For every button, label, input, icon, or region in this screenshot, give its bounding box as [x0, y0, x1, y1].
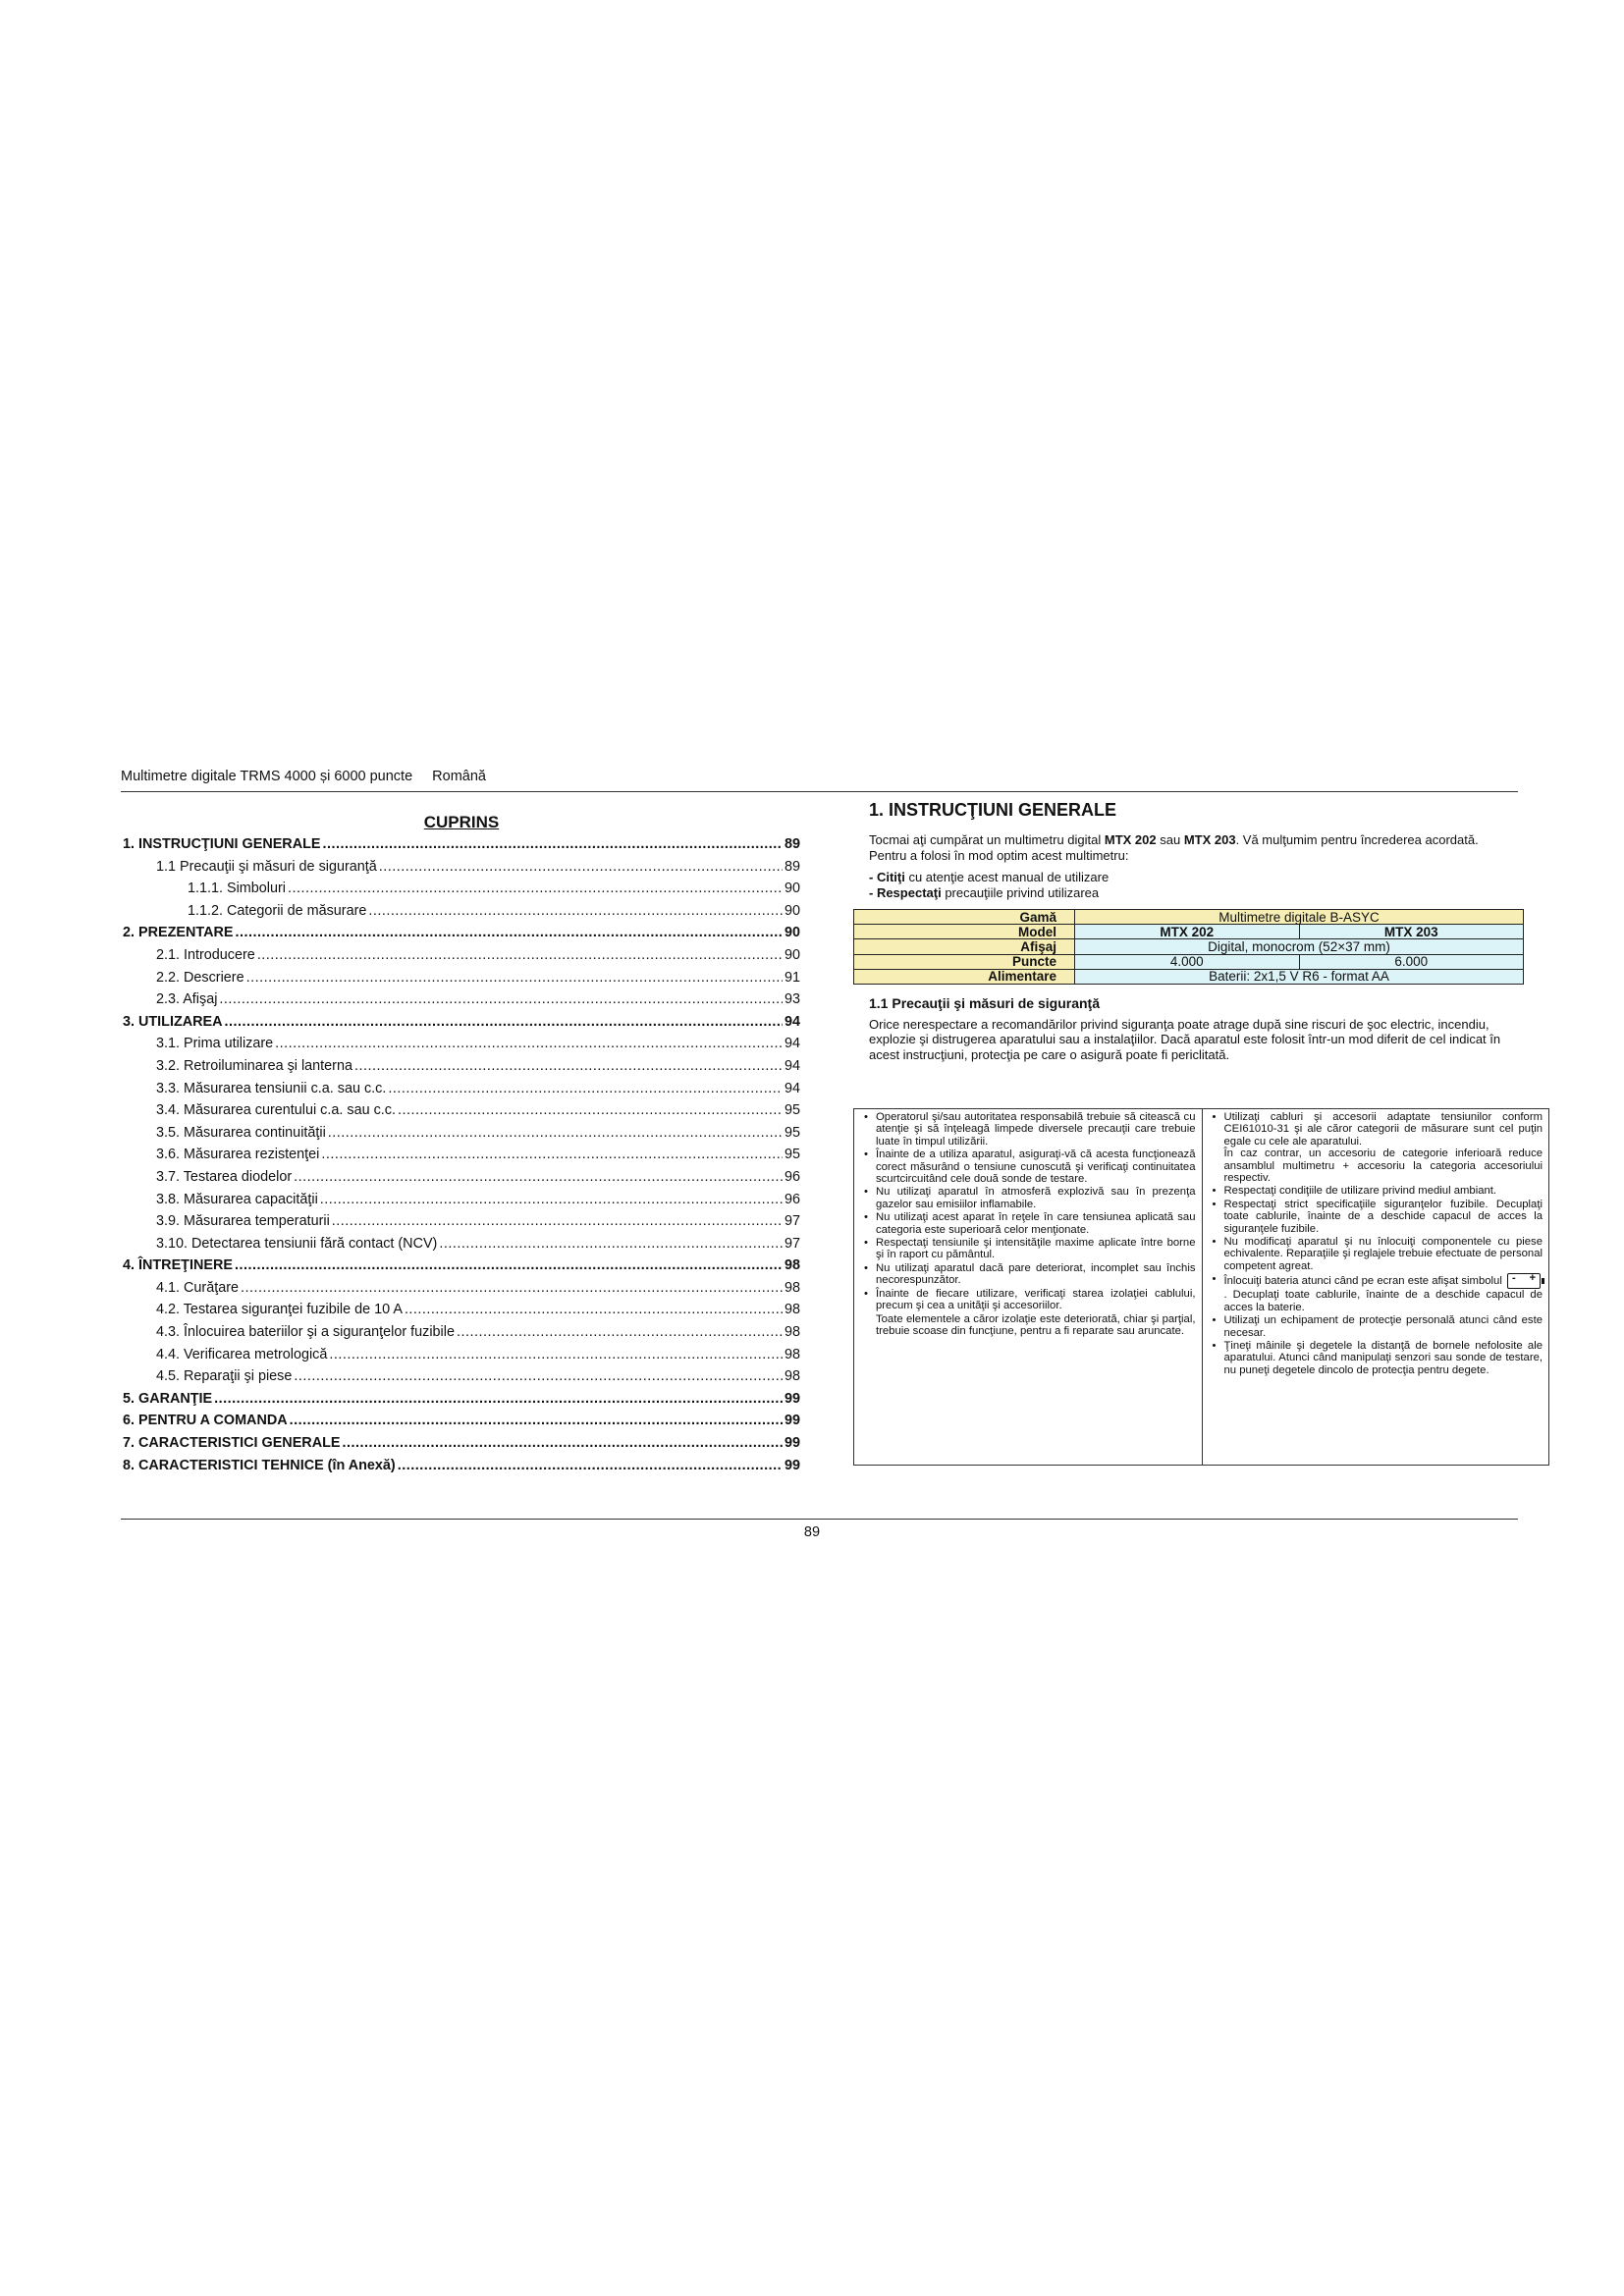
toc-entry[interactable]: [123, 970, 800, 992]
spec-label: Model: [854, 925, 1075, 939]
toc-entry-page: 96: [784, 1168, 800, 1185]
list-item: • Respectaţi strict specificaţiile siguranţelor fuzibile. Decuplaţi toate cablurile, înainte de a deschide capacul de acces la siguranţele fuzibile.: [1209, 1199, 1543, 1235]
toc-dot-leader: [294, 1368, 783, 1384]
toc-entry[interactable]: [123, 1169, 800, 1192]
toc-entry-page: 94: [784, 1036, 800, 1052]
toc-entry-title: 4.3. Înlocuirea bateriilor şi a siguranţelor fuzibile: [156, 1324, 455, 1341]
toc-entry-page: 98: [784, 1279, 800, 1296]
table-row: [854, 969, 1524, 984]
toc-entry[interactable]: [123, 1125, 800, 1148]
toc-entry-page: 99: [784, 1413, 800, 1429]
toc-entry-title: 3.9. Măsurarea temperaturii: [156, 1213, 330, 1230]
list-item-continuation: Toate elementele a căror izolaţie este deteriorată, chiar şi parţial, trebuie scoase din funcţiune, pentru a fi reparate sau aruncate.: [876, 1312, 1196, 1337]
toc-entry-title: 4.1. Curăţare: [156, 1279, 239, 1296]
safety-intro: Orice nerespectare a recomandărilor privind siguranţa poate atrage după sine riscuri de şoc electric, incendiu, explozie şi distrugerea aparatului sau a instalaţiilor. Dacă aparatul este folosit într-un mod diferit de cel indicat în acest instrucţiuni, protecţia pe care o asigură poate fi periclitată.: [869, 1016, 1501, 1062]
toc-entry-page: 97: [784, 1235, 800, 1252]
toc-entry-title: 3.6. Măsurarea rezistenţei: [156, 1147, 320, 1163]
toc-entry-page: 95: [784, 1147, 800, 1163]
toc-entry-page: 89: [784, 836, 800, 852]
toc-entry-title: 4.5. Reparaţii şi piese: [156, 1368, 293, 1385]
toc-entry[interactable]: [123, 1280, 800, 1303]
toc-entry-title: 4. ÎNTREŢINERE: [123, 1257, 233, 1274]
toc-dot-leader: [246, 970, 783, 986]
toc-entry-page: 98: [784, 1346, 800, 1362]
toc-dot-leader: [329, 1347, 783, 1362]
toc-entry-title: 1.1 Precauţii şi măsuri de siguranţă: [156, 858, 377, 875]
battery-icon: [1507, 1273, 1541, 1289]
toc-entry-page: 89: [784, 858, 800, 875]
toc-entry[interactable]: [123, 1014, 800, 1037]
toc-entry-page: 90: [784, 902, 800, 919]
toc-entry-title: 3.1. Prima utilizare: [156, 1036, 274, 1052]
battery-minus: -: [1512, 1272, 1516, 1285]
list-item: • Nu utilizaţi aparatul dacă pare deteriorat, incomplet sau închis necorespunzător.: [860, 1262, 1196, 1287]
list-item: • Înainte de a utiliza aparatul, asiguraţi-vă că acesta funcţionează corect măsurând o tensiune cunoscută şi verificaţi continuitatea scurtcircuitând cele două sonde de testare.: [860, 1148, 1196, 1185]
spec-value: 6.000: [1299, 954, 1524, 969]
toc-dot-leader: [235, 925, 783, 940]
toc-entry[interactable]: [123, 1058, 800, 1081]
toc-entry-page: 98: [784, 1368, 800, 1385]
bullet-text: cu atenţie acest manual de utilizare: [904, 870, 1110, 884]
page-header: [121, 769, 502, 784]
toc-entry-title: 3. UTILIZAREA: [123, 1013, 223, 1030]
spec-value: 4.000: [1075, 954, 1300, 969]
spec-value: MTX 202: [1075, 925, 1300, 939]
toc-entry-title: 3.8. Măsurarea capacităţii: [156, 1191, 318, 1207]
header-rule: [121, 791, 1518, 792]
toc-entry[interactable]: [123, 1036, 800, 1058]
list-item-text: Înlocuiţi bateria atunci când pe ecran este afişat simbolul: [1223, 1275, 1502, 1288]
spec-value: Digital, monocrom (52×37 mm): [1075, 939, 1524, 954]
intro-text: . Vă mulţumim pentru încrederea acordată.: [1235, 832, 1479, 847]
intro-text: Tocmai aţi cumpărat un multimetru digital: [869, 832, 1105, 847]
toc-dot-leader: [439, 1236, 783, 1252]
toc-list: [123, 836, 800, 1479]
toc-entry-title: 1.1.1. Simboluri: [188, 881, 286, 897]
toc-entry[interactable]: [123, 1368, 800, 1391]
safety-column-right: [1202, 1109, 1549, 1465]
intro-paragraph: [869, 832, 1519, 848]
toc-dot-leader: [290, 1413, 783, 1428]
header-title: Multimetre digitale TRMS 4000 și 6000 puncte: [121, 769, 413, 784]
toc-entry-page: 99: [784, 1457, 800, 1473]
toc-entry[interactable]: [123, 1102, 800, 1125]
spec-label: Afişaj: [854, 939, 1075, 954]
table-row: [854, 925, 1524, 939]
table-row: [854, 910, 1524, 925]
toc-entry-title: 7. CARACTERISTICI GENERALE: [123, 1435, 341, 1452]
toc-entry-title: 3.3. Măsurarea tensiunii c.a. sau c.c.: [156, 1080, 387, 1096]
toc-dot-leader: [332, 1213, 783, 1229]
toc-entry-title: 5. GARANŢIE: [123, 1390, 213, 1407]
toc-dot-leader: [235, 1257, 783, 1273]
toc-entry-title: 3.10. Detectarea tensiunii fără contact (NCV): [156, 1235, 438, 1252]
instruction-bullet: [869, 870, 1519, 885]
toc-entry-page: 94: [784, 1013, 800, 1030]
toc-entry-title: 3.5. Măsurarea continuităţii: [156, 1124, 326, 1141]
toc-entry-page: 99: [784, 1390, 800, 1407]
toc-entry[interactable]: [123, 1081, 800, 1103]
toc-dot-leader: [379, 859, 783, 875]
header-language: Română: [432, 769, 486, 784]
table-row: [854, 954, 1524, 969]
table-of-contents: [123, 813, 800, 1479]
section-title: 1. INSTRUCŢIUNI GENERALE: [869, 800, 1117, 820]
toc-dot-leader: [388, 1081, 783, 1096]
model-name: MTX 202: [1104, 832, 1157, 847]
footer-rule: [121, 1519, 1518, 1520]
toc-entry[interactable]: [123, 836, 800, 859]
list-item: • Înainte de fiecare utilizare, verificaţi starea izolaţiei cablului, precum şi cea a unităţii şi accesoriilor.: [860, 1288, 1196, 1312]
toc-entry[interactable]: [123, 1147, 800, 1169]
toc-dot-leader: [398, 1458, 783, 1473]
toc-dot-leader: [320, 1192, 783, 1207]
toc-entry[interactable]: [123, 1391, 800, 1414]
list-item-text: Utilizaţi cabluri şi accesorii adaptate tensiunilor conform CEI61010-31 şi ale căror categorii de măsurare sunt cel puţin egale cu cele ale aparatului.: [1223, 1111, 1543, 1148]
toc-dot-leader: [398, 1102, 783, 1118]
list-item: • Nu utilizaţi aparatul în atmosferă explozivă sau în prezenţa gazelor sau emisiilor inflamabile.: [860, 1186, 1196, 1210]
model-name: MTX 203: [1183, 832, 1236, 847]
toc-dot-leader: [328, 1125, 783, 1141]
toc-entry-page: 96: [784, 1191, 800, 1207]
toc-entry-title: 4.4. Verificarea metrologică: [156, 1346, 328, 1362]
toc-entry[interactable]: [123, 925, 800, 947]
toc-dot-leader: [322, 836, 783, 852]
toc-dot-leader: [457, 1324, 783, 1340]
toc-dot-leader: [405, 1302, 783, 1317]
spec-label: Gamă: [854, 910, 1075, 925]
toc-entry[interactable]: [123, 1413, 800, 1435]
toc-entry[interactable]: [123, 859, 800, 881]
toc-entry[interactable]: [123, 903, 800, 926]
toc-entry-page: 91: [784, 969, 800, 986]
toc-entry-title: 2. PREZENTARE: [123, 925, 234, 941]
subsection-title: 1.1 Precauţii şi măsuri de siguranţă: [869, 994, 1100, 1011]
bullet-bold: - Respectaţi: [869, 884, 942, 900]
toc-entry-title: 3.2. Retroiluminarea şi lanterna: [156, 1057, 352, 1074]
toc-dot-leader: [288, 881, 783, 896]
list-item-text: În caz contrar, un accesoriu de categorie inferioară reduce ansamblul multimetru + accesoriu la categoria accesoriului respectiv.: [1223, 1148, 1543, 1185]
specification-table: [853, 909, 1524, 985]
intro-text: sau: [1156, 832, 1184, 847]
list-item: • Utilizaţi un echipament de protecţie personală atunci când este necesar.: [1209, 1314, 1543, 1339]
spec-value: MTX 203: [1299, 925, 1524, 939]
toc-entry[interactable]: [123, 947, 800, 970]
toc-entry[interactable]: [123, 1257, 800, 1280]
toc-entry[interactable]: [123, 1347, 800, 1369]
toc-entry-page: 99: [784, 1435, 800, 1452]
list-item: • Nu utilizaţi acest aparat în reţele în care tensiunea aplicată sau categoria este superioară celor menţionate.: [860, 1211, 1196, 1236]
toc-dot-leader: [219, 991, 783, 1007]
list-item: • Operatorul şi/sau autoritatea responsabilă trebuie să citească cu atenţie şi să înţeleagă limpede diversele precauţii care trebuie luate în timpul utilizării.: [860, 1111, 1196, 1148]
toc-entry-page: 94: [784, 1057, 800, 1074]
toc-entry[interactable]: [123, 1458, 800, 1480]
toc-entry-title: 8. CARACTERISTICI TEHNICE (în Anexă): [123, 1457, 396, 1473]
toc-dot-leader: [294, 1169, 783, 1185]
spec-label: Alimentare: [854, 969, 1075, 984]
toc-entry[interactable]: [123, 1435, 800, 1458]
toc-title: CUPRINS: [423, 813, 500, 831]
section-general-instructions: [869, 800, 1519, 1062]
toc-entry[interactable]: [123, 881, 800, 903]
toc-entry[interactable]: [123, 1192, 800, 1214]
toc-dot-leader: [321, 1147, 783, 1162]
intro-paragraph-2: Pentru a folosi în mod optim acest multimetru:: [869, 847, 1129, 863]
list-item-text: . Decuplaţi toate cablurile, înainte de a deschide capacul de acces la baterie.: [1223, 1289, 1543, 1313]
toc-dot-leader: [257, 947, 783, 963]
toc-entry-title: 1.1.2. Categorii de măsurare: [188, 902, 367, 919]
toc-entry-page: 90: [784, 925, 800, 941]
toc-entry-title: 1. INSTRUCŢIUNI GENERALE: [123, 836, 321, 852]
toc-dot-leader: [354, 1058, 783, 1074]
table-row: [854, 939, 1524, 954]
toc-dot-leader: [342, 1435, 783, 1451]
list-item: • Nu modificaţi aparatul şi nu înlocuiţi componentele cu piese echivalente. Reparaţiile şi reglajele trebuie efectuate de personal competent agreat.: [1209, 1236, 1543, 1272]
safety-precautions-box: [853, 1108, 1549, 1466]
toc-dot-leader: [225, 1014, 783, 1030]
toc-entry[interactable]: [123, 1324, 800, 1347]
spec-value: Baterii: 2x1,5 V R6 - format AA: [1075, 969, 1524, 984]
toc-entry-page: 90: [784, 881, 800, 897]
toc-entry-page: 90: [784, 946, 800, 963]
toc-entry-page: 97: [784, 1213, 800, 1230]
list-item: [1209, 1273, 1543, 1313]
battery-plus: +: [1529, 1272, 1536, 1285]
toc-entry-title: 2.1. Introducere: [156, 946, 255, 963]
toc-entry-title: 2.2. Descriere: [156, 969, 244, 986]
toc-entry-title: 3.4. Măsurarea curentului c.a. sau c.c.: [156, 1102, 396, 1119]
page-number: 89: [803, 1524, 821, 1540]
list-item: • Ţineţi mâinile şi degetele la distanţă de bornele nefolosite ale aparatului. Atunci când manipulaţi senzori sau sonde de testare, nu puneţi degetele dincolo de protecţia pentru degete.: [1209, 1340, 1543, 1376]
toc-entry-page: 93: [784, 991, 800, 1008]
toc-dot-leader: [241, 1280, 783, 1296]
toc-dot-leader: [275, 1036, 783, 1051]
toc-entry[interactable]: [123, 991, 800, 1014]
toc-entry[interactable]: [123, 1302, 800, 1324]
list-item: [1209, 1111, 1543, 1184]
list-item: • Respectaţi condiţiile de utilizare privind mediul ambiant.: [1209, 1185, 1543, 1197]
toc-entry-title: 4.2. Testarea siguranţei fuzibile de 10 A: [156, 1302, 403, 1318]
toc-entry-title: 2.3. Afişaj: [156, 991, 218, 1008]
toc-entry-page: 95: [784, 1124, 800, 1141]
toc-entry[interactable]: [123, 1236, 800, 1258]
toc-entry[interactable]: [123, 1213, 800, 1236]
spec-value: Multimetre digitale B-ASYC: [1075, 910, 1524, 925]
spec-label: Puncte: [854, 954, 1075, 969]
toc-dot-leader: [368, 903, 783, 919]
safety-column-left: [854, 1109, 1202, 1465]
toc-entry-page: 98: [784, 1302, 800, 1318]
toc-entry-title: 6. PENTRU A COMANDA: [123, 1413, 288, 1429]
instruction-bullet: [869, 885, 1519, 901]
list-item: • Respectaţi tensiunile şi intensităţile maxime aplicate între borne şi în raport cu pământul.: [860, 1237, 1196, 1261]
bullet-bold: - Citiţi: [869, 870, 905, 884]
toc-entry-page: 94: [784, 1080, 800, 1096]
toc-entry-page: 98: [784, 1324, 800, 1341]
toc-entry-page: 98: [784, 1257, 800, 1274]
toc-entry-page: 95: [784, 1102, 800, 1119]
bullet-text: precauţiile privind utilizarea: [941, 884, 1100, 900]
toc-dot-leader: [214, 1391, 783, 1407]
toc-entry-title: 3.7. Testarea diodelor: [156, 1168, 293, 1185]
